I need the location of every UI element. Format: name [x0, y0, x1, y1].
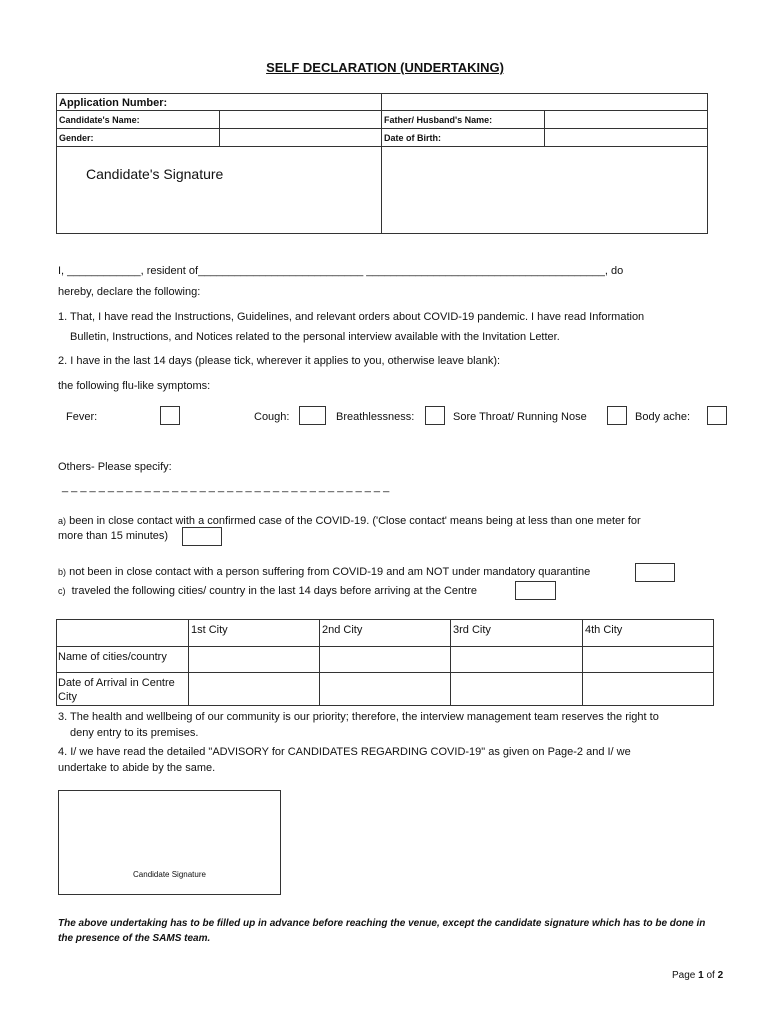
point-b [58, 566, 590, 578]
point-2: 2. I have in the last 14 days (please tick, wherever it applies to you, otherwise leave blank): [58, 355, 501, 367]
others-label: Others- Please specify: [58, 461, 172, 473]
page-number [672, 970, 723, 981]
page-sep: of [703, 970, 718, 981]
dob-label: Date of Birth: [384, 133, 441, 143]
point-c-text: traveled the following cities/ country in the last 14 days before arriving at the Centre [71, 585, 478, 597]
header-table [56, 93, 708, 234]
point-b-label: b) [58, 567, 67, 577]
breathlessness-checkbox[interactable] [425, 406, 445, 425]
father-name-label: Father/ Husband's Name: [384, 115, 493, 125]
point-a-line-1 [58, 515, 641, 527]
point-a-line-2: more than 15 minutes) [58, 530, 169, 542]
symptoms-intro: the following flu-like symptoms: [58, 380, 211, 392]
city-header-4: 4th City [585, 624, 623, 636]
point-3-line-1: 3. The health and wellbeing of our community is our priority; therefore, the interview management team reserves the right to [58, 711, 659, 723]
point-b-text: not been in close contact with a person suffering from COVID-19 and am NOT under mandatory quarantine [69, 566, 591, 578]
point-c [58, 585, 477, 597]
intro-prefix: I, ____________, resident of [58, 265, 199, 277]
point-4-line-1: 4. I/ we have read the detailed "ADVISORY for CANDIDATES REGARDING COVID-19" as given on Page-2 and I/ we [58, 746, 631, 758]
cough-checkbox[interactable] [299, 406, 326, 425]
point-1-line-1: 1. That, I have read the Instructions, Guidelines, and relevant orders about COVID-19 pandemic. I have read Information [58, 311, 645, 323]
footer-note: The above undertaking has to be filled up in advance before reaching the venue, except the candidate signature which has to be done in the presence of the SAMS team. [58, 918, 706, 944]
symptom-fever: Fever: [66, 411, 98, 423]
symptom-breathlessness: Breathlessness: [336, 411, 415, 423]
signature-box[interactable] [58, 790, 281, 895]
intro-line-1 [58, 265, 623, 277]
city-header-2: 2nd City [322, 624, 363, 636]
page-title: SELF DECLARATION (UNDERTAKING) [266, 60, 504, 75]
point-3-line-2: deny entry to its premises. [70, 727, 199, 739]
body-ache-checkbox[interactable] [707, 406, 727, 425]
traveled-box[interactable] [515, 581, 556, 600]
page-current: 1 [698, 970, 704, 981]
point-4-line-2: undertake to abide by the same. [58, 762, 216, 774]
city-header-3: 3rd City [453, 624, 491, 636]
page-total: 2 [717, 970, 724, 981]
signature-box-label: Candidate Signature [133, 870, 206, 879]
application-number-label: Application Number: [59, 97, 168, 109]
row-arrival-date-2: City [58, 691, 77, 703]
intro-suffix: , do [604, 265, 624, 277]
gender-label: Gender: [59, 133, 94, 143]
symptom-body-ache: Body ache: [635, 411, 691, 423]
point-a-text: been in close contact with a confirmed case of the COVID-19. ('Close contact' means being at less than one meter for [69, 515, 641, 527]
row-city-names: Name of cities/country [58, 651, 167, 663]
others-blank[interactable]: _ _ _ _ _ _ _ _ _ _ _ _ _ _ _ _ _ _ _ _ _ _ _ _ _ _ _ _ _ _ _ _ _ _ _ _ [62, 481, 390, 493]
symptom-cough: Cough: [254, 411, 290, 423]
fever-checkbox[interactable] [160, 406, 180, 425]
no-contact-box[interactable] [635, 563, 675, 582]
symptom-sore-throat: Sore Throat/ Running Nose [453, 411, 587, 423]
sore-throat-checkbox[interactable] [607, 406, 627, 425]
close-contact-box[interactable] [182, 527, 222, 546]
point-a-label: a) [58, 516, 67, 526]
address-blank: ___________________________ _______________________________________ [198, 265, 605, 277]
signature-label: Candidate's Signature [86, 166, 224, 182]
point-1-line-2: Bulletin, Instructions, and Notices related to the personal interview available with the Invitation Letter. [70, 331, 560, 343]
point-c-label: c) [58, 586, 66, 596]
intro-line-2: hereby, declare the following: [58, 286, 201, 298]
city-header-1: 1st City [191, 624, 228, 636]
candidate-name-label: Candidate's Name: [59, 115, 140, 125]
page-prefix: Page [672, 970, 699, 981]
row-arrival-date-1: Date of Arrival in Centre [58, 677, 175, 689]
